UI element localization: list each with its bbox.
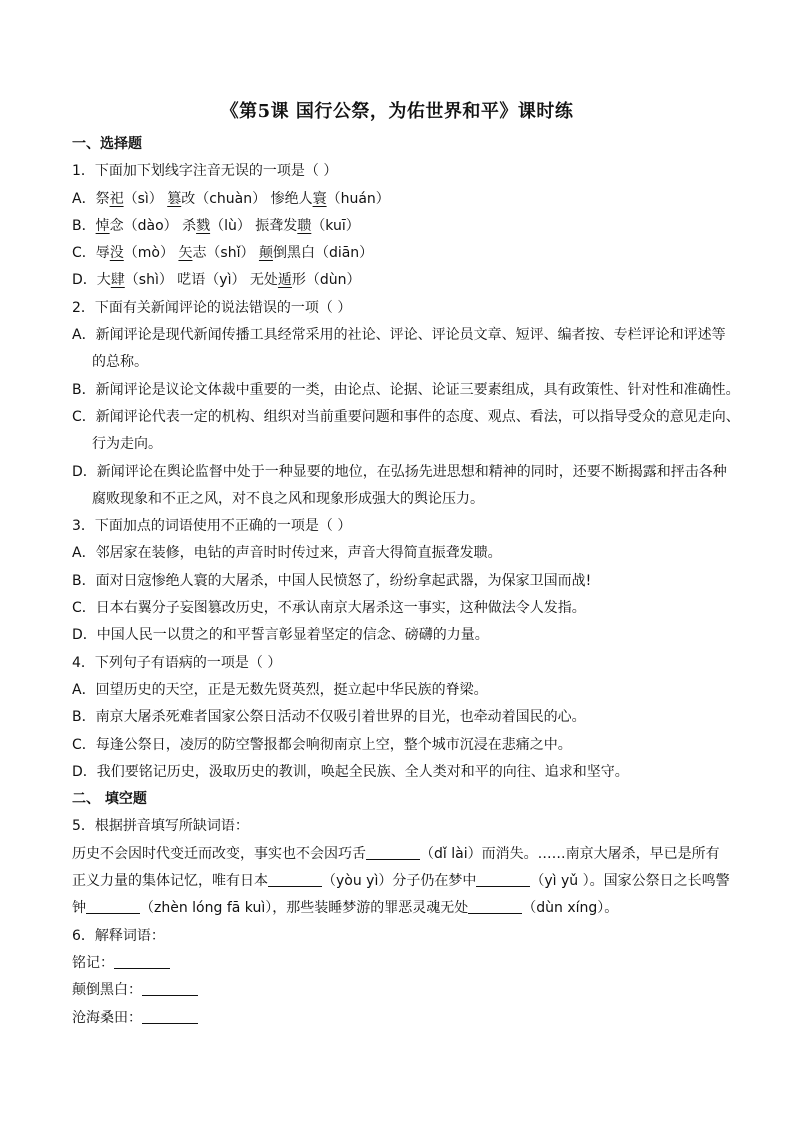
question-4-stem: 4．下列句子有语病的一项是（ ） [72,654,282,671]
section-heading-fill: 二、 填空题 [72,791,147,808]
answer-blank[interactable] [142,1008,198,1024]
question-3-option-c: C．日本右翼分子妄图篡改历史，不承认南京大屠杀这一事实，这种做法令人发指。 [72,600,586,617]
answer-blank[interactable] [268,871,322,887]
question-4-option-d: D．我们要铭记历史，汲取历史的教训，唤起全民族、全人类对和平的向往、追求和坚守。 [72,763,629,780]
question-2-option-c-cont: 行为走向。 [92,436,162,453]
question-2-option-a: A．新闻评论是现代新闻传播工具经常采用的社论、评论、评论员文章、短评、编者按、专栏评论和评述等 [72,327,726,344]
question-1-option-b: B．悼念（dào） 杀戮（lù） 振聋发聩（kuī） [72,217,360,234]
answer-blank[interactable] [468,898,522,914]
question-3-stem: 3．下面加点的词语使用不正确的一项是（ ） [72,518,352,535]
question-2-option-b: B．新闻评论是议论文体裁中重要的一类，由论点、论据、论证三要素组成，具有政策性、针对性和准确性。 [72,381,740,398]
question-3-option-d: D．中国人民一以贯之的和平誓言彰显着坚定的信念、磅礴的力量。 [72,627,489,644]
question-1-stem: 1．下面加下划线字注音无误的一项是（ ） [72,163,338,180]
question-2-option-d-cont: 腐败现象和不正之风，对不良之风和现象形成强大的舆论压力。 [92,490,484,507]
question-5-passage-line-2: 正义力量的集体记忆，唯有日本 （yòu yì）分子仍在梦中 （yì yǔ ）。国家公祭日之长鸣警 [72,873,730,890]
question-2-option-a-cont: 的总称。 [92,354,148,371]
question-3-option-b: B．面对日寇惨绝人寰的大屠杀，中国人民愤怒了，纷纷拿起武器，为保家卫国而战! [72,572,592,589]
question-5-passage-line-1: 历史不会因时代变迁而改变，事实也不会因巧舌 （dǐ lài）而消失。……南京大屠杀，早已是所有 [72,845,720,862]
question-4-option-c: C．每逢公祭日，凌厉的防空警报都会响彻南京上空，整个城市沉浸在悲痛之中。 [72,736,572,753]
exercise-content [72,131,740,1032]
term-line-2: 颠倒黑白： [72,977,732,1004]
question-6-stem: 6．解释词语： [72,927,165,944]
question-1-option-c: C．辱没（mò） 矢志（shǐ） 颠倒黑白（diān） [72,245,374,262]
question-2-option-c: C．新闻评论代表一定的机构、组织对当前重要问题和事件的态度、观点、看法，可以指导受众的意见走向、 [72,408,740,425]
question-4-option-b: B．南京大屠杀死难者国家公祭日活动不仅吸引着世界的目光，也牵动着国民的心。 [72,709,586,726]
question-3-option-a: A．邻居家在装修，电钻的声音时时传过来，声音大得简直振聋发聩。 [72,545,502,562]
answer-blank[interactable] [86,898,140,914]
term-line-3: 沧海桑田： [72,1005,732,1032]
page-title: 《第5课 国行公祭，为佑世界和平》课时练 [220,101,574,122]
question-1-option-a: A．祭祀（sì） 篡改（chuàn） 惨绝人寰（huán） [72,190,390,207]
answer-blank[interactable] [114,953,170,969]
section-heading-choice: 一、选择题 [72,136,142,152]
question-1-option-d: D．大肆（shì） 呓语（yì） 无处遁形（dùn） [72,272,361,289]
answer-blank[interactable] [142,980,198,996]
answer-blank[interactable] [476,871,530,887]
question-5-passage-line-3: 钟 （zhèn lóng fā kuì），那些装睡梦游的罪恶灵魂无处 （dùn xíng）。 [72,900,619,917]
term-line-1: 铭记： [72,950,732,977]
question-2-stem: 2．下面有关新闻评论的说法错误的一项（ ） [72,299,352,316]
question-2-option-d: D．新闻评论在舆论监督中处于一种显要的地位，在弘扬先进思想和精神的同时，还要不断揭露和抨击各种 [72,463,727,480]
answer-blank[interactable] [366,844,420,860]
question-4-option-a: A．回望历史的天空，正是无数先贤英烈，挺立起中华民族的脊梁。 [72,681,488,698]
question-5-stem: 5．根据拼音填写所缺词语： [72,818,249,835]
